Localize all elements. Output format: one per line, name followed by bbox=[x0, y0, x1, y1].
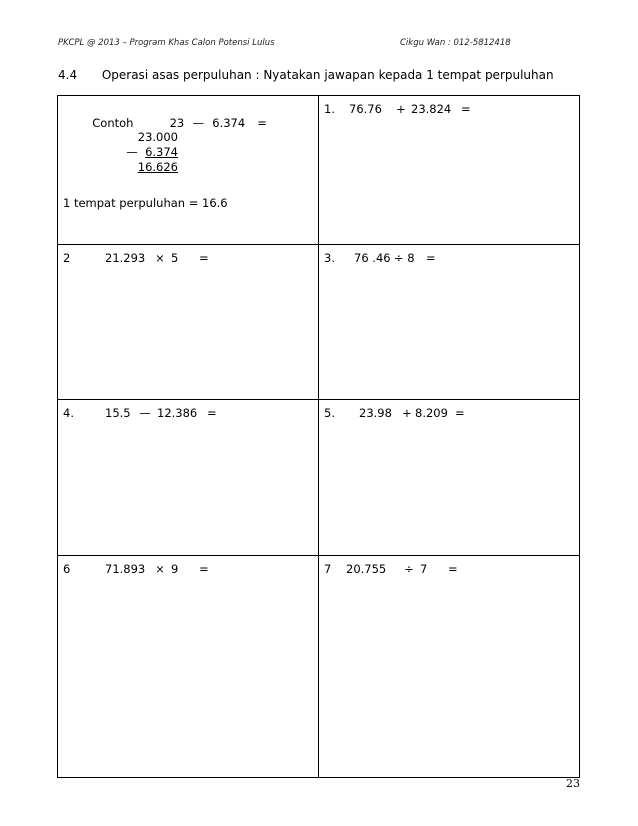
question-cell-6[interactable] bbox=[58, 556, 319, 778]
question-number: 3. bbox=[324, 251, 335, 265]
work-top: 23.000 bbox=[137, 130, 178, 144]
example-a: 23 bbox=[169, 116, 185, 130]
question-operand-b: 9 bbox=[171, 562, 179, 576]
question-operator: × bbox=[155, 251, 165, 265]
example-op: — bbox=[192, 116, 204, 130]
question-operand-a: 20.755 bbox=[346, 562, 387, 576]
question-cell-1[interactable] bbox=[319, 96, 580, 245]
header-left: PKCPL @ 2013 – Program Khas Calon Potensi Lulus bbox=[58, 38, 275, 48]
question-equals: = bbox=[455, 406, 465, 420]
question-operator: × bbox=[155, 562, 165, 576]
question-operator: ÷ bbox=[404, 562, 414, 576]
question-operand-a: 23.98 bbox=[359, 406, 392, 420]
question-equals: = bbox=[426, 251, 436, 265]
question-equals: = bbox=[461, 102, 471, 116]
question-number: 4. bbox=[63, 406, 74, 420]
question-operand-b: 23.824 bbox=[411, 102, 452, 116]
question-operand-b: 8.209 bbox=[415, 406, 448, 420]
section-title bbox=[58, 68, 554, 82]
question-operand-a: 76.76 bbox=[349, 102, 382, 116]
header-right: Cikgu Wan : 012-5812418 bbox=[400, 38, 511, 48]
exercise-table bbox=[57, 95, 580, 778]
example-eq: = bbox=[257, 116, 267, 130]
question-operator: ÷ 8 bbox=[394, 251, 415, 265]
question-operator: + bbox=[396, 102, 406, 116]
page-number: 23 bbox=[566, 777, 580, 790]
question-operand-a: 21.293 bbox=[105, 251, 146, 265]
question-cell-2[interactable] bbox=[58, 245, 319, 400]
work-op: — bbox=[126, 145, 138, 159]
question-operand-a: 76 .46 bbox=[354, 251, 391, 265]
section-number: 4.4 bbox=[58, 68, 78, 82]
work-result: 16.626 bbox=[137, 160, 178, 174]
question-equals: = bbox=[199, 562, 209, 576]
example-answer: 1 tempat perpuluhan = 16.6 bbox=[63, 196, 228, 210]
example-b: 6.374 bbox=[212, 116, 246, 130]
question-cell-3[interactable] bbox=[319, 245, 580, 400]
page-header bbox=[58, 38, 580, 48]
question-cell-5[interactable] bbox=[319, 400, 580, 556]
question-number: 5. bbox=[324, 406, 335, 420]
question-number: 7 bbox=[324, 562, 332, 576]
question-operand-a: 15.5 bbox=[105, 406, 131, 420]
question-number: 2 bbox=[63, 251, 71, 265]
question-operand-b: 12.386 bbox=[157, 406, 198, 420]
example-label: Contoh bbox=[92, 116, 134, 130]
question-operand-a: 71.893 bbox=[105, 562, 146, 576]
question-number: 6 bbox=[63, 562, 71, 576]
question-operand-b: 7 bbox=[420, 562, 428, 576]
example-cell bbox=[58, 96, 319, 245]
question-cell-7[interactable] bbox=[319, 556, 580, 778]
question-equals: = bbox=[199, 251, 209, 265]
question-operand-b: 5 bbox=[171, 251, 179, 265]
question-number: 1. bbox=[324, 102, 335, 116]
question-equals: = bbox=[207, 406, 217, 420]
question-cell-4[interactable] bbox=[58, 400, 319, 556]
question-operator: + bbox=[402, 406, 412, 420]
section-title-text: Operasi asas perpuluhan : Nyatakan jawapan kepada 1 tempat perpuluhan bbox=[101, 68, 554, 82]
work-sub-line bbox=[126, 145, 178, 159]
work-sub: 6.374 bbox=[145, 145, 178, 159]
question-equals: = bbox=[448, 562, 458, 576]
question-operator: — bbox=[139, 406, 151, 420]
